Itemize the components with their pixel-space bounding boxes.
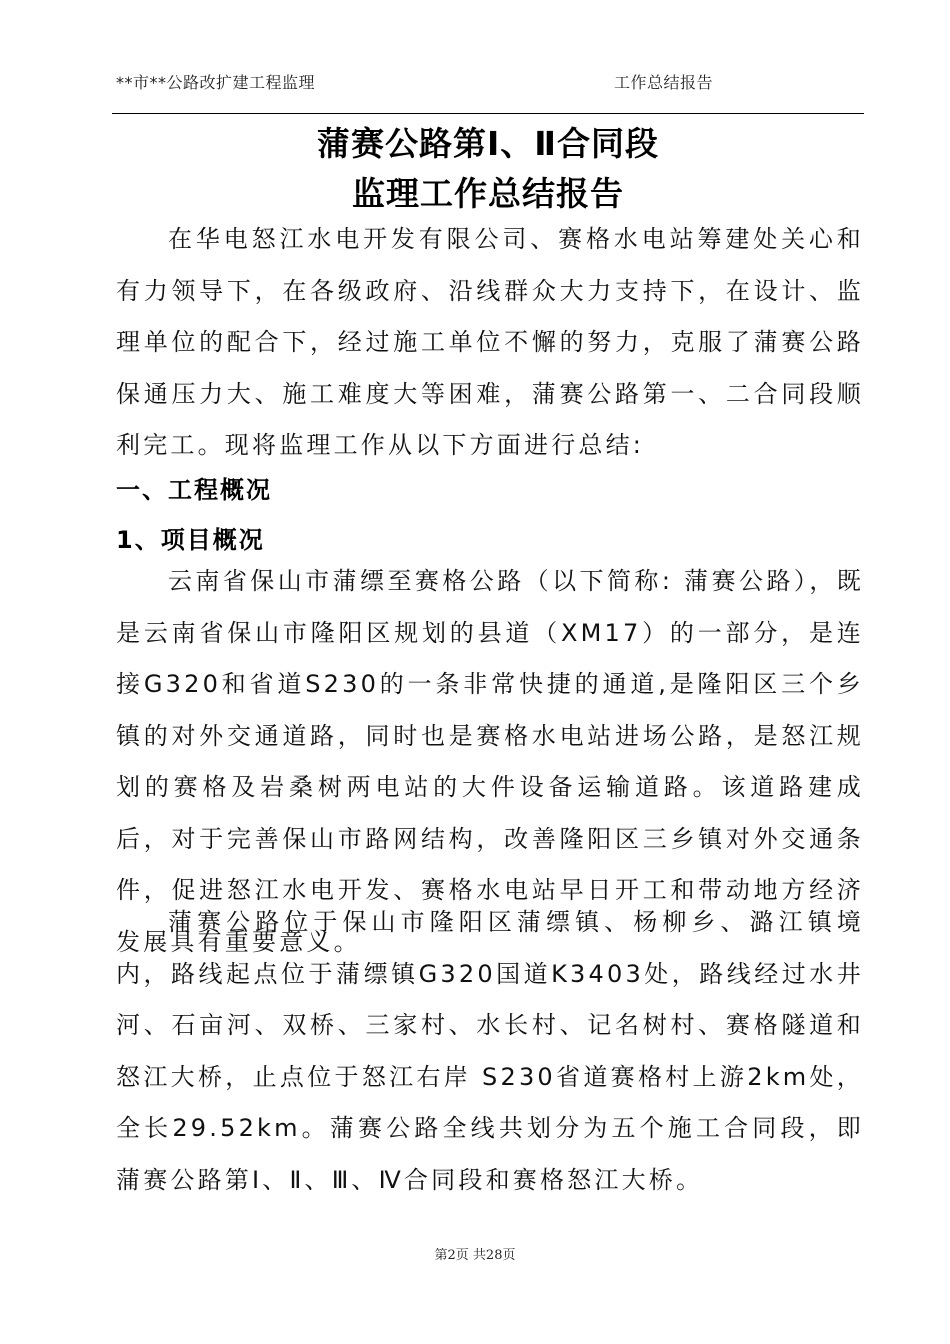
header-divider bbox=[112, 113, 864, 114]
section-heading-overview: 一、工程概况 bbox=[116, 476, 272, 504]
header-project-name: **市**公路改扩建工程监理 bbox=[116, 73, 316, 92]
project-paragraph-1: 云南省保山市蒲缥至赛格公路（以下简称: 蒲赛公路），既是云南省保山市隆阳区规划的县道（XM17）的一部分，是连接G320和省道S230的一条非常快捷的通道,是隆阳区三个乡镇的对外交通道路，同时也是赛格水电站进场公路，是怒江规划的赛格及岩桑树两电站的大件设备运输道路。该道路建成后，对于完善保山市路网结构，改善隆阳区三乡镇对外交通条件，促进怒江水电开发、赛格水电站早日开工和带动地方经济发展具有重要意义。 bbox=[116, 567, 864, 956]
header-report-name: 工作总结报告 bbox=[614, 73, 714, 92]
page-number: 第2页 共28页 bbox=[434, 1248, 516, 1263]
document-title-line1: 蒲赛公路第Ⅰ、Ⅱ合同段 bbox=[316, 124, 659, 163]
subsection-heading-project: 1、项目概况 bbox=[116, 526, 265, 554]
running-header bbox=[116, 68, 864, 96]
project-paragraph-2: 蒲赛公路位于保山市隆阳区蒲缥镇、杨柳乡、潞江镇境内，路线起点位于蒲缥镇G320国道K3403处，路线经过水井河、石亩河、双桥、三家村、水长村、记名树村、赛格隧道和怒江大桥，止点位于怒江右岸 S230省道赛格村上游2km处，全长29.52km。蒲赛公路全线共划分为五个施工合同段，即蒲赛公路第Ⅰ、Ⅱ、Ⅲ、Ⅳ合同段和赛格怒江大桥。 bbox=[116, 908, 864, 1194]
document-title-line2: 监理工作总结报告 bbox=[352, 174, 624, 213]
intro-paragraph: 在华电怒江水电开发有限公司、赛格水电站筹建处关心和有力领导下，在各级政府、沿线群众大力支持下，在设计、监理单位的配合下，经过施工单位不懈的努力，克服了蒲赛公路保通压力大、施工难度大等困难，蒲赛公路第一、二合同段顺利完工。现将监理工作从以下方面进行总结: bbox=[116, 225, 864, 459]
